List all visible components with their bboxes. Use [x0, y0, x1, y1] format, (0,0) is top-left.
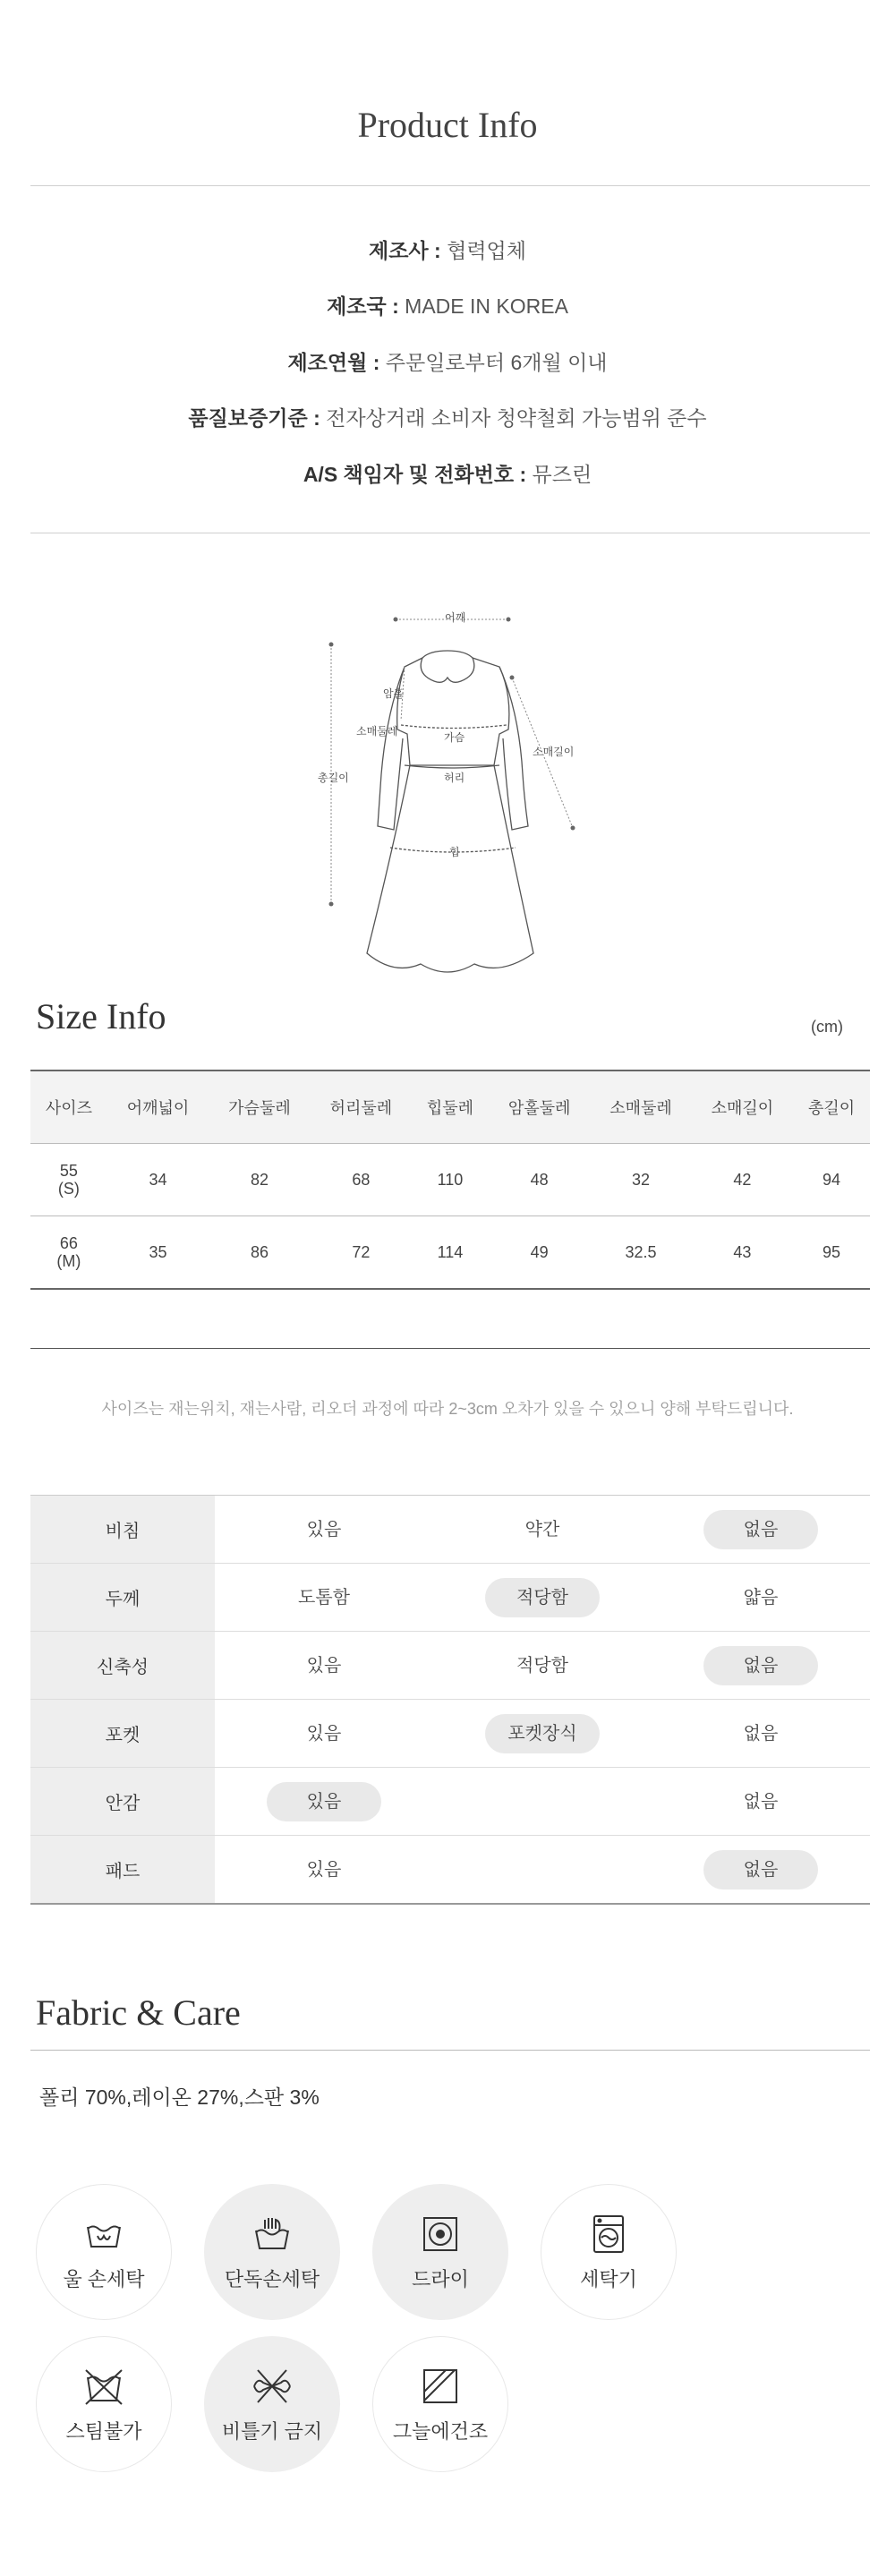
fit-row [30, 1768, 870, 1836]
fabric-care-title: Fabric & Care [36, 1992, 241, 2033]
info-value: MADE IN KOREA [405, 294, 568, 318]
info-label: 제조국 : [327, 294, 399, 318]
info-value: 주문일로부터 6개월 이내 [385, 351, 608, 374]
product-info-title: Product Info [357, 105, 538, 145]
table-cell: 32.5 [590, 1216, 691, 1290]
divider [30, 1348, 870, 1349]
dry-clean-icon [419, 2213, 462, 2256]
care-label: 그늘에건조 [392, 2419, 489, 2443]
info-row-date [0, 346, 895, 376]
fit-cell [652, 1578, 870, 1617]
fit-option: 약간 [524, 1519, 560, 1540]
fit-cell [215, 1578, 433, 1617]
fit-row [30, 1496, 870, 1564]
table-cell: 35 [107, 1216, 209, 1290]
fit-cell [433, 1850, 652, 1889]
header-shoulder: 어깨넓이 [107, 1070, 209, 1144]
size-cell [30, 1144, 107, 1216]
fit-row [30, 1836, 870, 1903]
table-cell: 49 [489, 1216, 590, 1290]
header-hip: 힙둘레 [412, 1070, 489, 1144]
header-waist: 허리둘레 [311, 1070, 412, 1144]
care-washing-machine [541, 2184, 677, 2320]
size-sub: (M) [56, 1252, 81, 1270]
fit-option [485, 1850, 600, 1889]
care-label: 단독손세탁 [224, 2267, 320, 2290]
table-cell: 72 [311, 1216, 412, 1290]
fit-option-selected: 있음 [267, 1782, 381, 1821]
fit-option: 있음 [306, 1655, 342, 1676]
info-value: 협력업체 [447, 239, 526, 262]
header-sleeve-width: 소매둘레 [590, 1070, 691, 1144]
fit-option: 없음 [743, 1791, 779, 1812]
size-value: 55 [59, 1162, 78, 1180]
size-info-title: Size Info [36, 996, 166, 1036]
care-label: 비틀기 금지 [221, 2419, 323, 2443]
divider [30, 185, 870, 186]
table-cell: 94 [793, 1144, 870, 1216]
fit-cell [433, 1578, 652, 1617]
size-value: 66 [59, 1234, 78, 1252]
fit-label: 신축성 [30, 1632, 215, 1699]
diagram-label-total-length: 총길이 [318, 772, 349, 784]
size-cell [30, 1216, 107, 1290]
info-label: A/S 책임자 및 전화번호 : [303, 463, 527, 486]
care-label: 드라이 [412, 2267, 469, 2290]
table-cell: 114 [412, 1216, 489, 1290]
size-table-header [30, 1070, 870, 1144]
fit-cell [433, 1646, 652, 1685]
table-cell: 32 [590, 1144, 691, 1216]
fit-cell [433, 1510, 652, 1549]
info-label: 제조사 : [369, 239, 441, 262]
table-cell: 82 [209, 1144, 310, 1216]
shade-dry-icon [419, 2365, 462, 2408]
care-hand-wash [36, 2184, 172, 2320]
fit-cell [652, 1850, 870, 1889]
fit-label: 포켓 [30, 1700, 215, 1767]
size-table [30, 1070, 870, 1290]
care-label: 울 손세탁 [63, 2267, 145, 2290]
fit-option-selected: 없음 [703, 1646, 818, 1685]
fit-label: 안감 [30, 1768, 215, 1835]
divider [30, 2050, 870, 2051]
care-separate-hand-wash [204, 2184, 340, 2320]
fit-label: 패드 [30, 1836, 215, 1903]
fit-cell [652, 1646, 870, 1685]
no-steam-icon [82, 2365, 125, 2408]
size-note: 사이즈는 재는위치, 재는사람, 리오더 과정에 따라 2~3cm 오차가 있을 수 있으니 양해 부탁드립니다. [101, 1400, 794, 1418]
diagram-label-sleeve-length: 소매길이 [533, 746, 575, 758]
fit-cell [652, 1714, 870, 1753]
diagram-label-waist: 허리 [444, 772, 465, 784]
fit-row [30, 1564, 870, 1632]
no-wring-icon [251, 2365, 294, 2408]
care-label: 세탁기 [580, 2267, 637, 2290]
diagram-label-sleeve-width: 소매둘레 [356, 725, 398, 738]
info-label: 품질보증기준 : [188, 406, 320, 430]
fit-option-selected: 없음 [703, 1510, 818, 1549]
fit-option: 얇음 [743, 1587, 779, 1608]
fit-cell [215, 1714, 433, 1753]
fabric-composition: 폴리 70%,레이온 27%,스판 3% [39, 2086, 320, 2109]
fit-row [30, 1700, 870, 1768]
care-label: 스팀불가 [65, 2419, 142, 2443]
info-value: 전자상거래 소비자 청약철회 가능범위 준수 [326, 406, 707, 430]
size-unit: (cm) [811, 1018, 843, 1036]
fit-cell [652, 1510, 870, 1549]
header-total-length: 총길이 [793, 1070, 870, 1144]
washing-machine-icon [587, 2213, 630, 2256]
info-row-country [0, 290, 895, 320]
diagram-label-hip: 힙 [449, 846, 460, 858]
diagram-label-shoulder: 어깨 [445, 611, 466, 624]
table-cell: 110 [412, 1144, 489, 1216]
header-chest: 가슴둘레 [209, 1070, 310, 1144]
fit-cell [433, 1714, 652, 1753]
table-cell: 42 [692, 1144, 793, 1216]
hand-wash-icon [82, 2213, 125, 2256]
fit-option-selected: 적당함 [485, 1578, 600, 1617]
diagram-label-armhole: 암홀 [383, 687, 405, 700]
fit-cell [652, 1782, 870, 1821]
info-value: 뮤즈린 [532, 463, 592, 486]
care-no-wring [204, 2336, 340, 2472]
info-row-as [0, 458, 895, 488]
table-row [30, 1216, 870, 1290]
info-row-manufacturer [0, 235, 895, 264]
fit-option: 적당함 [516, 1655, 568, 1676]
header-size: 사이즈 [30, 1070, 107, 1144]
size-sub: (S) [57, 1180, 80, 1198]
fit-cell [433, 1782, 652, 1821]
fit-option [485, 1782, 600, 1821]
fit-option: 있음 [306, 1519, 342, 1540]
fit-cell [215, 1850, 433, 1889]
info-row-quality [0, 402, 895, 431]
fit-option: 없음 [743, 1723, 779, 1744]
fit-cell [215, 1510, 433, 1549]
table-cell: 68 [311, 1144, 412, 1216]
table-cell: 86 [209, 1216, 310, 1290]
info-label: 제조연월 : [287, 351, 380, 374]
fit-option: 있음 [306, 1723, 342, 1744]
diagram-label-chest: 가슴 [444, 731, 465, 744]
fit-option-selected: 포켓장식 [485, 1714, 600, 1753]
care-shade-dry [372, 2336, 508, 2472]
care-dry-clean [372, 2184, 508, 2320]
fit-label: 비침 [30, 1496, 215, 1563]
dress-measurement-diagram [304, 595, 591, 980]
table-cell: 34 [107, 1144, 209, 1216]
fit-cell [215, 1782, 433, 1821]
table-cell: 95 [793, 1216, 870, 1290]
fit-option: 있음 [306, 1859, 342, 1880]
table-cell: 43 [692, 1216, 793, 1290]
fit-option-selected: 없음 [703, 1850, 818, 1889]
care-no-steam [36, 2336, 172, 2472]
fit-option: 도톰함 [298, 1587, 350, 1608]
header-armhole: 암홀둘레 [489, 1070, 590, 1144]
fit-table [30, 1495, 870, 1905]
table-row [30, 1144, 870, 1216]
fit-label: 두께 [30, 1564, 215, 1631]
fit-row [30, 1632, 870, 1700]
separate-hand-wash-icon [251, 2213, 294, 2256]
header-sleeve-length: 소매길이 [692, 1070, 793, 1144]
table-cell: 48 [489, 1144, 590, 1216]
fit-cell [215, 1646, 433, 1685]
